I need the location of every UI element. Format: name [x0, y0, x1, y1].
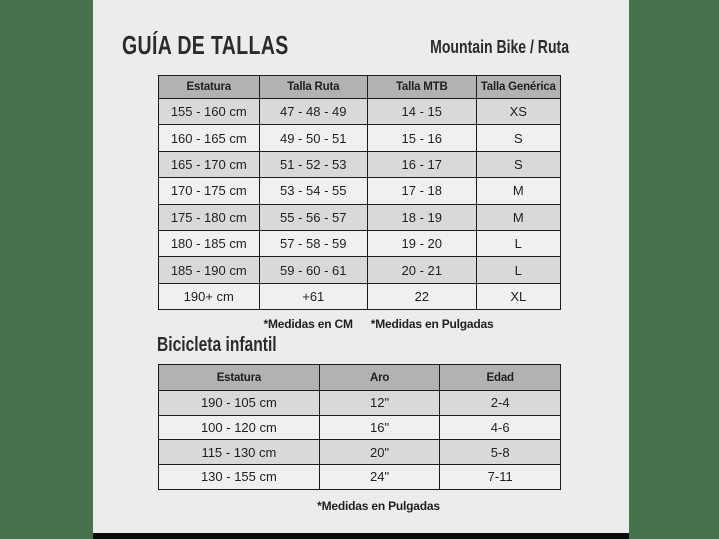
table-cell: 20 - 21 [368, 257, 477, 283]
table-cell: 175 - 180 cm [159, 204, 260, 230]
adult-table-body [159, 99, 561, 310]
table-cell: 180 - 185 cm [159, 230, 260, 256]
table-cell: 59 - 60 - 61 [259, 257, 368, 283]
table-cell: 55 - 56 - 57 [259, 204, 368, 230]
adult-table-header-row [159, 76, 561, 99]
table-cell: 5-8 [440, 440, 561, 465]
table-cell: 47 - 48 - 49 [259, 99, 368, 125]
table-row [159, 204, 561, 230]
table-cell: 17 - 18 [368, 178, 477, 204]
table-row [159, 230, 561, 256]
table-row [159, 125, 561, 151]
table-cell: 22 [368, 283, 477, 309]
table-row [159, 151, 561, 177]
kids-table-header-row [159, 365, 561, 391]
table-cell: XL [476, 283, 560, 309]
column-header: Talla Ruta [259, 76, 368, 99]
table-cell: 100 - 120 cm [159, 415, 320, 440]
table-row [159, 415, 561, 440]
table-cell: 19 - 20 [368, 230, 477, 256]
footnote-inches: *Medidas en Pulgadas [370, 317, 494, 331]
table-cell: S [476, 151, 560, 177]
column-header: Aro [319, 365, 440, 391]
footnote-inches-kids: *Medidas en Pulgadas [317, 499, 440, 513]
table-cell: M [476, 204, 560, 230]
table-cell: 12" [319, 391, 440, 416]
table-cell: M [476, 178, 560, 204]
kids-size-table [158, 364, 561, 490]
table-cell: 57 - 58 - 59 [259, 230, 368, 256]
table-cell: XS [476, 99, 560, 125]
table-cell: 18 - 19 [368, 204, 477, 230]
table-cell: 190+ cm [159, 283, 260, 309]
table-cell: 16" [319, 415, 440, 440]
page-subtitle: Mountain Bike / Ruta [430, 37, 569, 57]
table-cell: 53 - 54 - 55 [259, 178, 368, 204]
kids-section-title: Bicicleta infantil [157, 334, 277, 356]
table-cell: 185 - 190 cm [159, 257, 260, 283]
kids-table-footnote [177, 499, 580, 513]
table-cell: 14 - 15 [368, 99, 477, 125]
table-cell: 16 - 17 [368, 151, 477, 177]
table-cell: L [476, 230, 560, 256]
table-row [159, 178, 561, 204]
footnote-cm: *Medidas en CM [263, 317, 353, 331]
table-cell: S [476, 125, 560, 151]
table-row [159, 465, 561, 490]
column-header: Edad [440, 365, 561, 391]
table-cell: 4-6 [440, 415, 561, 440]
table-cell: 165 - 170 cm [159, 151, 260, 177]
table-cell: 24" [319, 465, 440, 490]
adult-size-table [158, 75, 561, 310]
table-cell: 51 - 52 - 53 [259, 151, 368, 177]
column-header: Talla MTB [368, 76, 477, 99]
table-cell: +61 [259, 283, 368, 309]
column-header: Estatura [159, 76, 260, 99]
table-row [159, 440, 561, 465]
table-cell: 15 - 16 [368, 125, 477, 151]
table-cell: 160 - 165 cm [159, 125, 260, 151]
table-row [159, 391, 561, 416]
table-row [159, 99, 561, 125]
kids-table-body [159, 391, 561, 490]
table-cell: 155 - 160 cm [159, 99, 260, 125]
table-row [159, 257, 561, 283]
table-cell: 20" [319, 440, 440, 465]
table-row [159, 283, 561, 309]
table-cell: 130 - 155 cm [159, 465, 320, 490]
column-header: Estatura [159, 365, 320, 391]
table-cell: 115 - 130 cm [159, 440, 320, 465]
table-cell: 49 - 50 - 51 [259, 125, 368, 151]
table-cell: 190 - 105 cm [159, 391, 320, 416]
adult-table-footnotes [177, 317, 580, 331]
column-header: Talla Genérica [476, 76, 560, 99]
table-cell: L [476, 257, 560, 283]
size-guide-panel [93, 0, 629, 539]
page-title: GUÍA DE TALLAS [122, 30, 289, 60]
bottom-black-bar [93, 533, 629, 539]
table-cell: 2-4 [440, 391, 561, 416]
table-cell: 170 - 175 cm [159, 178, 260, 204]
table-cell: 7-11 [440, 465, 561, 490]
